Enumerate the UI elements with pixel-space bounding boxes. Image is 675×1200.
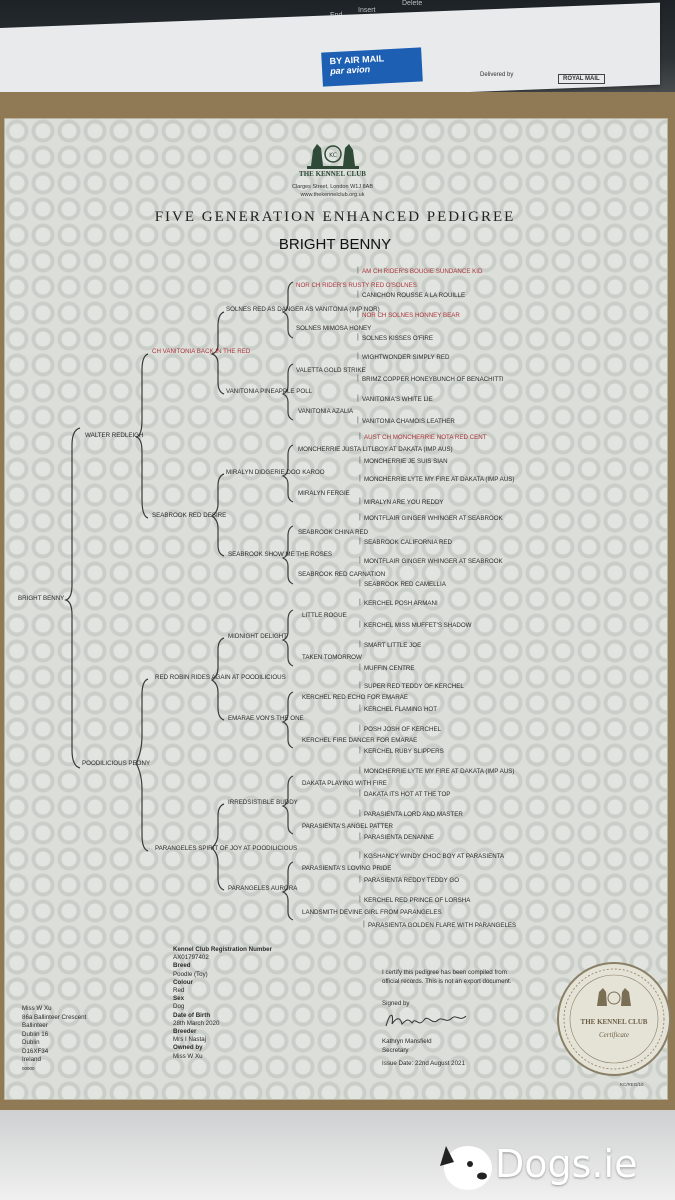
g2-ancestor-2: SEABROOK RED DESIRE — [152, 512, 227, 519]
g4-ancestor-15: PARASIENTA'S LOVING PRIDE — [302, 865, 392, 872]
breeder-value: Mrs I Nastaj — [173, 1036, 207, 1044]
dog-name-title: BRIGHT BENNY — [278, 236, 392, 253]
g5-ancestor-29: KGSHANCY WINDY CHOC BOY AT PARASIENTA — [364, 853, 505, 860]
g5-ancestor-15: MONTFLAIR GINGER WHINGER AT SEABROOK — [364, 558, 503, 565]
g5-ancestor-18: KERCHEL MISS MUFFET'S SHADOW — [364, 622, 472, 629]
g5-ancestor-5: WIGHTWONDER SIMPLY RED — [362, 354, 450, 361]
g5-ancestor-26: DAKATA ITS HOT AT THE TOP — [364, 791, 451, 798]
g5-ancestor-30: PARASIENTA REDDY TEDDY GO — [364, 877, 460, 884]
sex-value: Dog — [173, 1003, 185, 1011]
name-tick-mark: | — [359, 457, 361, 464]
name-tick-mark: | — [359, 557, 361, 564]
reg-number-label: Kennel Club Registration Number — [173, 946, 273, 953]
breed-value: Poodle (Toy) — [173, 970, 208, 978]
g4-ancestor-12: KERCHEL FIRE DANCER FOR EMARAE — [302, 737, 418, 744]
g5-ancestor-22: KERCHEL FLAMING HOT — [364, 706, 437, 713]
g5-ancestor-12: MIRALYN ARE YOU REDDY — [364, 499, 444, 506]
key-delete-label: Delete — [402, 0, 423, 7]
signed-by-label: Signed by — [382, 1000, 410, 1007]
g2-ancestor-3: RED ROBIN RIDES AGAIN AT POODILICIOUS — [155, 674, 286, 681]
name-tick-mark: | — [357, 395, 359, 402]
g4-ancestor-9: LITTLE ROGUE — [302, 612, 347, 619]
g5-ancestor-3: NOR CH SOLNES HONNEY BEAR — [362, 312, 460, 319]
signature-icon — [382, 1008, 472, 1034]
g5-ancestor-2: CANICHON ROUSSE A LA ROUILLE — [362, 292, 466, 299]
kennel-club-logo-icon — [305, 138, 361, 172]
name-tick-mark: | — [359, 705, 361, 712]
g3-ancestor-6: EMARAE VON'S THE ONE — [228, 715, 304, 722]
name-tick-mark: | — [359, 580, 361, 587]
owned-value: Miss W Xu — [173, 1052, 203, 1060]
certify-line1: I certify this pedigree has been compiled from — [382, 969, 507, 976]
g4-ancestor-4: VANITONIA AZALIA — [298, 408, 354, 415]
dob-label: Date of Birth — [173, 1011, 211, 1019]
pedigree-certificate — [4, 118, 668, 1100]
name-tick-mark: | — [359, 682, 361, 689]
g4-ancestor-1: NOR CH RIDER'S RUSTY RED O'SOLNES — [296, 282, 417, 289]
org-name: THE KENNEL CLUB — [299, 170, 366, 178]
g5-ancestor-21: SUPER RED TEDDY OF KERCHEL — [364, 683, 464, 690]
kennel-club-seal-icon — [555, 960, 673, 1078]
g4-ancestor-16: LANDSMITH DEVINE GIRL FROM PARANGELES — [302, 909, 442, 916]
g5-ancestor-9: AUST CH MONCHERRIE NOTA RED CENT — [364, 434, 487, 441]
name-tick-mark: | — [357, 291, 359, 298]
website-line: www.thekennelclub.org.uk — [300, 192, 365, 198]
g5-ancestor-23: POSH JOSH OF KERCHEL — [364, 726, 442, 733]
g5-ancestor-20: MUFFIN CENTRE — [364, 665, 415, 672]
g5-ancestor-14: SEABROOK CALIFORNIA RED — [364, 539, 453, 546]
name-tick-mark: | — [359, 538, 361, 545]
name-tick-mark: | — [359, 790, 361, 797]
issue-date: Issue Date: 22nd August 2021 — [382, 1060, 465, 1067]
name-tick-mark: | — [359, 747, 361, 754]
name-tick-mark: | — [359, 475, 361, 482]
name-tick-mark: | — [363, 921, 365, 928]
g4-ancestor-13: DAKATA PLAYING WITH FIRE — [302, 780, 387, 787]
air-mail-label — [321, 47, 423, 86]
g5-ancestor-31: KERCHEL RED PRINCE OF LORSHA — [364, 897, 471, 904]
address-line: Clarges Street, London W1J 8AB — [291, 184, 373, 190]
owner-address-line: Ireland — [22, 1056, 41, 1063]
g5-ancestor-16: SEABROOK RED CAMELLIA — [364, 581, 446, 588]
air-mail-line2: par avion — [329, 64, 371, 77]
org-address — [255, 183, 410, 199]
signatory-role: Secretary — [382, 1047, 409, 1054]
name-tick-mark: | — [357, 375, 359, 382]
g4-ancestor-5: MONCHERRIE JUSTA LITLBOY AT DAKATA (IMP AUS) — [298, 446, 453, 453]
owner-address-line: 86a Ballinteer Crescent — [22, 1013, 87, 1021]
g3-ancestor-3: MIRALYN DIDGERIE DOO KAROO — [226, 469, 325, 476]
g4-ancestor-3: VALETTA GOLD STRIKE — [296, 367, 366, 374]
g5-ancestor-7: VANITONIA'S WHITE LIE — [362, 396, 433, 403]
sire: WALTER REDLEIGH — [85, 432, 144, 439]
name-tick-mark: | — [359, 876, 361, 883]
registration-details — [173, 946, 272, 1061]
g2-ancestor-4: PARANGELES SPIRIT OF JOY AT POODILICIOUS — [155, 845, 298, 852]
breeder-label: Breeder — [173, 1028, 197, 1036]
g5-ancestor-11: MONCHERRIE LYTE MY FIRE AT DAKATA (IMP AUS) — [364, 476, 515, 483]
name-tick-mark: | — [359, 767, 361, 774]
page-title: FIVE GENERATION ENHANCED PEDIGREE — [154, 209, 516, 225]
g5-ancestor-28: PARASIENTA DENANNE — [364, 834, 434, 841]
g5-ancestor-19: SMART LITTLE JOE — [364, 642, 422, 649]
g5-ancestor-32: PARASIENTA GOLDEN FLARE WITH PARANGELES — [368, 922, 517, 929]
g2-ancestor-1: CH VANITONIA BACK IN THE RED — [152, 348, 251, 355]
certification-block — [382, 968, 511, 1068]
watermark-text: Dogs.ie — [495, 1142, 638, 1186]
name-tick-mark: | — [359, 621, 361, 628]
g3-ancestor-5: MIDNIGHT DELIGHT — [228, 633, 288, 640]
g4-ancestor-6: MIRALYN FERGIE — [298, 490, 350, 497]
dam: POODILICIOUS PEONY — [82, 760, 151, 767]
name-tick-mark: | — [359, 833, 361, 840]
g5-ancestor-25: MONCHERRIE LYTE MY FIRE AT DAKATA (IMP AUS) — [364, 768, 515, 775]
g5-ancestor-8: VANITONIA CHAMOIS LEATHER — [362, 418, 455, 425]
name-tick-mark: | — [359, 433, 361, 440]
g3-ancestor-4: SEABROOK SHOW ME THE ROSES — [228, 551, 333, 558]
name-tick-mark: | — [357, 267, 359, 274]
name-tick-mark: | — [359, 641, 361, 648]
owned-label: Owned by — [173, 1044, 203, 1052]
postage-area — [480, 72, 620, 92]
subject-dog: BRIGHT BENNY — [18, 595, 65, 602]
g3-ancestor-8: PARANGELES AURORA — [228, 885, 298, 892]
seal-org: THE KENNEL CLUB — [580, 1018, 648, 1026]
g3-ancestor-7: IRREDSISTIBLE BUDDY — [228, 799, 298, 806]
g5-ancestor-13: MONTFLAIR GINGER WHINGER AT SEABROOK — [364, 515, 503, 522]
owner-address-line: Miss W Xu — [22, 1005, 52, 1012]
sex-label: Sex — [173, 995, 185, 1003]
g3-ancestor-2: VANITONIA PINEAPPLE POLL — [226, 388, 313, 395]
name-tick-mark: | — [357, 334, 359, 341]
g4-ancestor-10: TAKEN TOMORROW — [302, 654, 362, 661]
breed-label: Breed — [173, 962, 191, 970]
owner-address-block — [22, 1005, 86, 1073]
g5-ancestor-17: KERCHEL POSH ARMANI — [364, 600, 438, 607]
g4-ancestor-7: SEABROOK CHINA RED — [298, 529, 369, 536]
g5-ancestor-4: SOLNES KISSES O'FIRE — [362, 335, 433, 342]
g4-ancestor-14: PARASIENTA'S ANGEL PATTER — [302, 823, 393, 830]
air-mail-line1: BY AIR MAIL — [329, 53, 385, 67]
name-tick-mark: | — [357, 311, 359, 318]
delivered-by: Delivered by — [480, 72, 514, 78]
name-tick-mark: | — [359, 725, 361, 732]
g5-ancestor-10: MONCHERRIE JE SUIS SIAN — [364, 458, 448, 465]
owner-address-line: 00000 — [22, 1065, 35, 1071]
owner-address-line: Dublin — [22, 1039, 40, 1046]
g5-ancestor-24: KERCHEL RUBY SLIPPERS — [364, 748, 444, 755]
name-tick-mark: | — [359, 896, 361, 903]
name-tick-mark: | — [359, 810, 361, 817]
owner-address-line: Dublin 16 — [22, 1030, 49, 1038]
colour-label: Colour — [173, 978, 193, 986]
name-tick-mark: | — [359, 852, 361, 859]
g4-ancestor-11: KERCHEL RED ECHO FOR EMARAE — [302, 694, 409, 701]
name-tick-mark: | — [357, 417, 359, 424]
owner-address-line: Ballinteer — [22, 1022, 48, 1029]
reg-number: AX01797402 — [173, 954, 209, 962]
g5-ancestor-27: PARASIENTA LORD AND MASTER — [364, 811, 463, 818]
seal-word: Certificate — [599, 1031, 629, 1039]
reference-code: KC/REG/10 — [620, 1082, 644, 1087]
owner-address-line: D16XF34 — [22, 1047, 49, 1055]
g5-ancestor-6: BRIMZ COPPER HONEYBUNCH OF BENACHITTI — [362, 376, 504, 383]
g4-ancestor-8: SEABROOK RED CARNATION — [298, 571, 386, 578]
royal-mail-label: ROYAL MAIL — [558, 74, 605, 84]
dob-value: 28th March 2020 — [173, 1019, 220, 1027]
svg-text:KC: KC — [329, 152, 337, 159]
certify-line2: official records. This is not an export document. — [382, 978, 512, 985]
g5-ancestor-1: AM CH RIDER'S BOUGIE SUNDANCE KID — [362, 268, 483, 275]
name-tick-mark: | — [359, 664, 361, 671]
g4-ancestor-2: SOLNES MIMOSA HONEY — [296, 325, 372, 332]
name-tick-mark: | — [359, 599, 361, 606]
signatory-name: Kathryn Mansfield — [382, 1038, 432, 1045]
colour-value: Red — [173, 987, 185, 995]
g3-ancestor-1: SOLNES RED AS DANGER AS VANITONIA (IMP NOR) — [226, 306, 380, 313]
name-tick-mark: | — [359, 514, 361, 521]
name-tick-mark: | — [357, 353, 359, 360]
name-tick-mark: | — [359, 498, 361, 505]
key-insert-label: Insert — [358, 7, 376, 14]
